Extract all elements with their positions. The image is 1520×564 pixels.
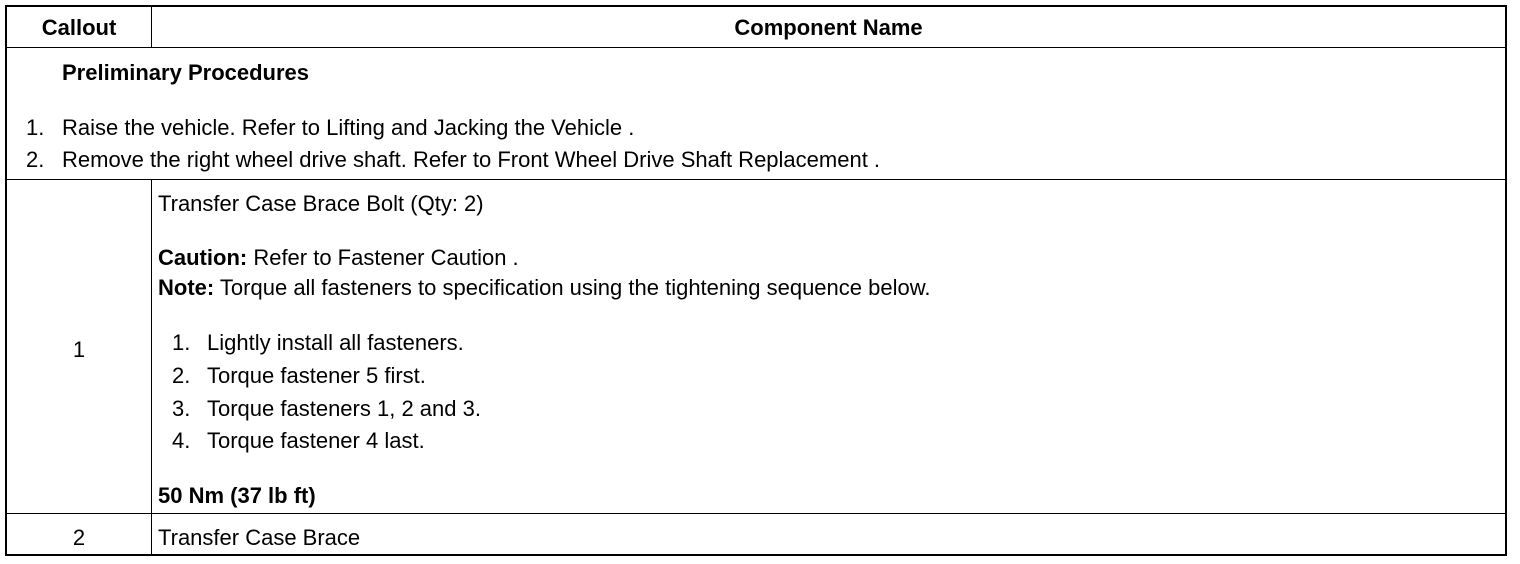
preliminary-step-number: 1. <box>26 115 45 140</box>
torque-spec: 50 Nm (37 lb ft) <box>158 483 316 508</box>
preliminary-step-text: Raise the vehicle. Refer to Lifting and Jacking the Vehicle . <box>62 115 635 140</box>
sequence-step-text: Torque fastener 4 last. <box>207 428 425 453</box>
row-callout: 1 <box>72 337 86 362</box>
sequence-step-text: Torque fasteners 1, 2 and 3. <box>207 396 481 421</box>
column-divider-body <box>151 179 152 556</box>
caution-line <box>158 245 519 271</box>
preliminary-divider <box>7 179 1505 180</box>
procedure-table <box>5 5 1507 556</box>
preliminary-step-text: Remove the right wheel drive shaft. Refer to Front Wheel Drive Shaft Replacement . <box>62 147 881 172</box>
sequence-step-text: Lightly install all fasteners. <box>207 330 464 355</box>
note-line <box>158 275 931 301</box>
component-name: Transfer Case Brace Bolt (Qty: 2) <box>158 191 484 216</box>
preliminary-title: Preliminary Procedures <box>62 60 310 85</box>
caution-label: Caution: <box>158 245 248 270</box>
note-label: Note: <box>158 275 215 300</box>
sequence-step-number: 2. <box>172 363 191 388</box>
row-callout: 2 <box>72 525 86 550</box>
sequence-step-text: Torque fastener 5 first. <box>207 363 426 388</box>
component-name-header: Component Name <box>734 15 923 40</box>
component-name: Transfer Case Brace <box>158 525 361 550</box>
row-divider <box>7 513 1505 514</box>
header-divider <box>7 47 1505 48</box>
sequence-step-number: 3. <box>172 396 191 421</box>
preliminary-step-number: 2. <box>26 147 45 172</box>
callout-header: Callout <box>41 15 117 40</box>
sequence-step-number: 1. <box>172 330 191 355</box>
sequence-step-number: 4. <box>172 428 191 453</box>
caution-text: Refer to Fastener Caution . <box>247 245 519 270</box>
note-text: Torque all fasteners to specification using the tightening sequence below. <box>214 275 931 300</box>
